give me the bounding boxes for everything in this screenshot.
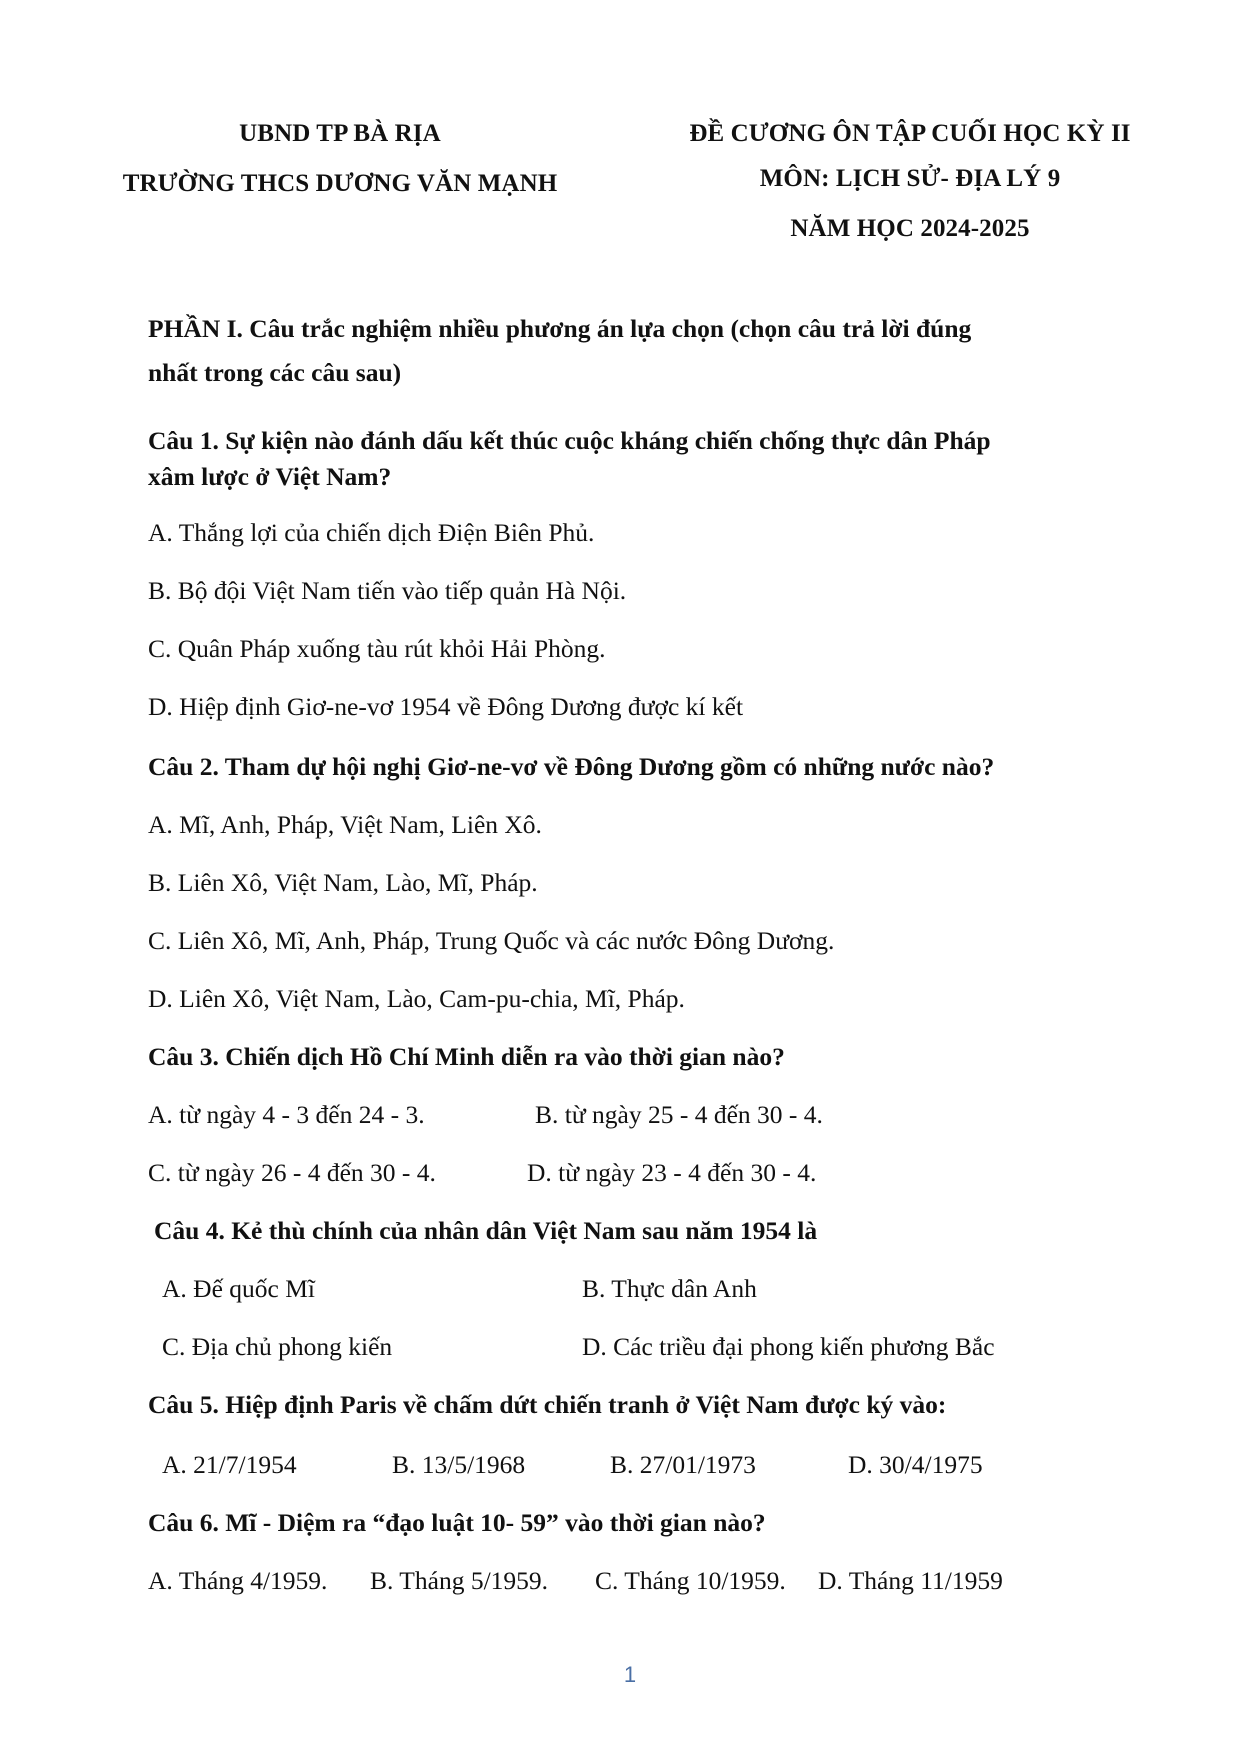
question-1-option-c: C. Quân Pháp xuống tàu rút khỏi Hải Phòng. [148, 634, 606, 663]
question-3-option-c: C. từ ngày 26 - 4 đến 30 - 4. [148, 1158, 436, 1187]
question-2-option-a: A. Mĩ, Anh, Pháp, Việt Nam, Liên Xô. [148, 810, 542, 839]
school-year: NĂM HỌC 2024-2025 [790, 215, 1030, 242]
subject-line: MÔN: LỊCH SỬ- ĐỊA LÝ 9 [759, 165, 1061, 192]
question-2: Câu 2. Tham dự hội nghị Giơ-ne-vơ về Đông Dương gồm có những nước nào? [148, 752, 995, 781]
question-5-option-d: D. 30/4/1975 [848, 1450, 983, 1479]
question-6: Câu 6. Mĩ - Diệm ra “đạo luật 10- 59” vào thời gian nào? [148, 1508, 766, 1537]
question-5-option-c: B. 27/01/1973 [610, 1450, 756, 1479]
question-1-line2: xâm lược ở Việt Nam? [148, 462, 392, 491]
question-3: Câu 3. Chiến dịch Hồ Chí Minh diễn ra vào thời gian nào? [148, 1042, 785, 1071]
page-number: 1 [623, 1662, 637, 1687]
question-3-option-d: D. từ ngày 23 - 4 đến 30 - 4. [527, 1158, 817, 1187]
question-3-option-a: A. từ ngày 4 - 3 đến 24 - 3. [148, 1100, 425, 1129]
question-5-option-a: A. 21/7/1954 [162, 1450, 297, 1479]
question-4-option-a: A. Đế quốc Mĩ [162, 1274, 315, 1303]
question-4: Câu 4. Kẻ thù chính của nhân dân Việt Nam sau năm 1954 là [154, 1216, 818, 1245]
document-title: ĐỀ CƯƠNG ÔN TẬP CUỐI HỌC KỲ II [689, 120, 1131, 147]
question-1-option-a: A. Thắng lợi của chiến dịch Điện Biên Phủ. [148, 518, 595, 547]
question-2-option-b: B. Liên Xô, Việt Nam, Lào, Mĩ, Pháp. [148, 868, 538, 897]
question-1-option-d: D. Hiệp định Giơ-ne-vơ 1954 về Đông Dương được kí kết [148, 692, 744, 721]
school-authority: UBND TP BÀ RỊA [239, 120, 441, 147]
question-1-option-b: B. Bộ đội Việt Nam tiến vào tiếp quản Hà Nội. [148, 576, 627, 605]
section-heading-line1: PHẦN I. Câu trắc nghiệm nhiều phương án lựa chọn (chọn câu trả lời đúng [148, 314, 972, 343]
question-2-option-c: C. Liên Xô, Mĩ, Anh, Pháp, Trung Quốc và các nước Đông Dương. [148, 926, 835, 955]
question-6-option-a: A. Tháng 4/1959. [148, 1566, 328, 1595]
question-5-option-b: B. 13/5/1968 [392, 1450, 526, 1479]
question-2-option-d: D. Liên Xô, Việt Nam, Lào, Cam-pu-chia, Mĩ, Pháp. [148, 984, 685, 1013]
section-heading-line2: nhất trong các câu sau) [148, 358, 402, 387]
question-4-option-c: C. Địa chủ phong kiến [162, 1332, 393, 1361]
question-6-option-d: D. Tháng 11/1959 [818, 1566, 1003, 1595]
question-1-line1: Câu 1. Sự kiện nào đánh dấu kết thúc cuộc kháng chiến chống thực dân Pháp [148, 426, 991, 455]
question-4-option-b: B. Thực dân Anh [582, 1274, 757, 1303]
question-5: Câu 5. Hiệp định Paris về chấm dứt chiến tranh ở Việt Nam được ký vào: [148, 1390, 947, 1419]
school-name: TRƯỜNG THCS DƯƠNG VĂN MẠNH [122, 170, 558, 197]
question-6-option-c: C. Tháng 10/1959. [595, 1566, 786, 1595]
question-3-option-b: B. từ ngày 25 - 4 đến 30 - 4. [535, 1100, 823, 1129]
question-6-option-b: B. Tháng 5/1959. [370, 1566, 549, 1595]
question-4-option-d: D. Các triều đại phong kiến phương Bắc [582, 1332, 995, 1361]
